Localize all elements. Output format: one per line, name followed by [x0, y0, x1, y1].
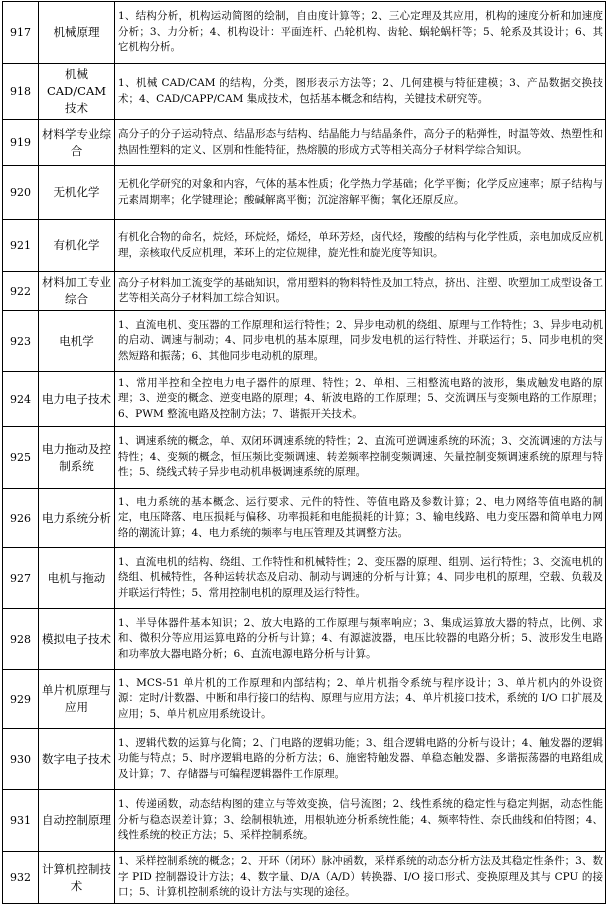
table-row — [3, 670, 606, 729]
course-name: 计算机控制技术 — [39, 852, 115, 904]
course-code: 929 — [3, 670, 39, 729]
course-description: 1、机械 CAD/CAM 的结构，分类，图形表示方法等；2、几何建模与特征建模；3、产品数据交换技术；4、CAD/CAPP/CAM 集成技术，包括基本概念和结构，关键技术研究等。 — [115, 64, 606, 120]
course-code: 925 — [3, 427, 39, 489]
table-row — [3, 372, 606, 427]
course-code: 928 — [3, 609, 39, 670]
table-row — [3, 489, 606, 548]
course-name: 有机化学 — [39, 220, 115, 272]
course-description: 无机化学研究的对象和内容，气体的基本性质；化学热力学基础；化学平衡；化学反应速率；原子结构与元素周期率；化学键理论；酸碱解离平衡；沉淀溶解平衡；氧化还原反应。 — [115, 166, 606, 220]
course-description: 1、电力系统的基本概念、运行要求、元件的特性、等值电路及参数计算；2、电力网络等值电路的制定，电压降落、电压损耗与偏移、功率损耗和电能损耗的计算；3、输电线路、电力变压器和简单电力网络的潮流计算；4、电力系统的频率与电压管理及其调整方法。 — [115, 489, 606, 548]
table-row — [3, 729, 606, 790]
course-description: 1、半导体器件基本知识；2、放大电路的工作原理与频率响应；3、集成运算放大器的特点，比例、求和、微积分等应用运算电路的分析与计算；4、有源滤波器，电压比较器的电路分析；5、波形发生电路和功率放大器电路分析；6、直流电源电路分析与计算。 — [115, 609, 606, 670]
table-row — [3, 272, 606, 311]
course-description: 1、MCS-51 单片机的工作原理和内部结构；2、单片机指令系统与程序设计；3、单片机内的外设资源：定时/计数器、中断和串行接口的结构、原理与应用方法；4、单片机接口技术，系统的 I/O 口扩展及应用；5、单片机应用系统设计。 — [115, 670, 606, 729]
course-name: 模拟电子技术 — [39, 609, 115, 670]
course-description: 1、调速系统的概念，单、双闭环调速系统的特性；2、直流可逆调速系统的环流；3、交流调速的方法与特性；4、变频的概念，恒压频比变频调速、转差频率控制变频调速、矢量控制变频调速系统的原理与特性；5、绕线式转子异步电动机串极调速系统的原理。 — [115, 427, 606, 489]
course-code: 931 — [3, 790, 39, 852]
course-name: 机械 CAD/CAM 技术 — [39, 64, 115, 120]
course-code: 930 — [3, 729, 39, 790]
course-description: 1、直流电机的结构、绕组、工作特性和机械特性；2、变压器的原理、组别、运行特性；3、交流电机的绕组、机械特性，各种运转状态及启动、制动与调速的分析与计算；4、同步电机的原理，空载、负载及并联运行特性；5、常用控制电机的原理及运行特性。 — [115, 548, 606, 609]
table-row — [3, 790, 606, 852]
course-code: 924 — [3, 372, 39, 427]
course-description: 1、传递函数，动态结构图的建立与等效变换，信号流图；2、线性系统的稳定性与稳定判据，动态性能分析与稳态误差计算；3、绘制根轨迹，用根轨迹分析系统性能；4、频率特性、奈氏曲线和伯特图；4、线性系统的校正方法；5、采样控制系统。 — [115, 790, 606, 852]
table-row — [3, 220, 606, 272]
table-body — [3, 2, 606, 904]
course-name: 材料学专业综合 — [39, 120, 115, 166]
course-description: 1、采样控制系统的概念；2、开环（闭环）脉冲函数，采样系统的动态分析方法及其稳定性条件；3、数字 PID 控制器设计方法；4、数字量、D/A（A/D）转换器、I/O 接口形式、变换原理及其与 CPU 的接口；5、计算机控制系统的设计方法与实现的途径。 — [115, 852, 606, 904]
course-code: 917 — [3, 2, 39, 64]
table-row — [3, 2, 606, 64]
course-code: 932 — [3, 852, 39, 904]
course-name: 机械原理 — [39, 2, 115, 64]
course-name: 单片机原理与应用 — [39, 670, 115, 729]
course-description: 高分子的分子运动特点、结晶形态与结构、结晶能力与结晶条件，高分子的粘弹性，时温等效、热塑性和热固性塑料的定义、区别和性能特征，热熔膜的形成方式等相关高分子材料学综合知识。 — [115, 120, 606, 166]
course-code: 921 — [3, 220, 39, 272]
course-description: 高分子材料加工流变学的基础知识，常用塑料的物料特性及加工特点，挤出、注塑、吹塑加工成型设备工艺等相关高分子材料加工综合知识。 — [115, 272, 606, 311]
course-code: 923 — [3, 311, 39, 372]
table-row — [3, 852, 606, 904]
course-name: 电力电子技术 — [39, 372, 115, 427]
course-name: 电机学 — [39, 311, 115, 372]
course-code: 918 — [3, 64, 39, 120]
course-name: 无机化学 — [39, 166, 115, 220]
course-code: 920 — [3, 166, 39, 220]
course-description: 1、常用半控和全控电力电子器件的原理、特性；2、单相、三相整流电路的波形，集成触发电路的原理；3、逆变的概念、逆变电路的原理；4、斩波电路的工作原理；5、交流调压与变频电路的工作原理；6、PWM 整流电路及控制方法；7、谐振开关技术。 — [115, 372, 606, 427]
course-name: 材料加工专业综合 — [39, 272, 115, 311]
course-code: 922 — [3, 272, 39, 311]
table-row — [3, 166, 606, 220]
table-row — [3, 548, 606, 609]
course-name: 数字电子技术 — [39, 729, 115, 790]
course-code: 927 — [3, 548, 39, 609]
table-row — [3, 120, 606, 166]
table-row — [3, 64, 606, 120]
course-description: 有机化合物的命名，烷烃，环烷烃，烯烃，单环芳烃，卤代烃，羧酸的结构与化学性质，亲电加成反应机理，亲核取代反应机理，苯环上的定位规律，旋光性和旋光度等知识。 — [115, 220, 606, 272]
table-row — [3, 609, 606, 670]
table-row — [3, 311, 606, 372]
course-description: 1、直流电机、变压器的工作原理和运行特性；2、异步电动机的绕组、原理与工作特性；3、异步电动机的启动、调速与制动；4、同步电机的基本原理，同步发电机的运行特性、并联运行；5、同步电机的突然短路和振荡；6、其他同步电动机的原理。 — [115, 311, 606, 372]
course-code: 919 — [3, 120, 39, 166]
course-syllabus-table — [2, 1, 606, 904]
course-description: 1、逻辑代数的运算与化简；2、门电路的逻辑功能；3、组合逻辑电路的分析与设计；4、触发器的逻辑功能与特点；5、时序逻辑电路的分析方法；6、施密特触发器、单稳态触发器、多谐振荡器的电路组成及计算；7、存储器与可编程逻辑器件工作原理。 — [115, 729, 606, 790]
course-name: 自动控制原理 — [39, 790, 115, 852]
course-description: 1、结构分析，机构运动简图的绘制，自由度计算等；2、三心定理及其应用，机构的速度分析和加速度分析；3、力分析；4、机构设计：平面连杆、凸轮机构、齿轮、蜗轮蜗杆等；5、轮系及其设计；6、其它机构分析。 — [115, 2, 606, 64]
course-name: 电机与拖动 — [39, 548, 115, 609]
table-row — [3, 427, 606, 489]
course-code: 926 — [3, 489, 39, 548]
course-name: 电力系统分析 — [39, 489, 115, 548]
course-name: 电力拖动及控制系统 — [39, 427, 115, 489]
